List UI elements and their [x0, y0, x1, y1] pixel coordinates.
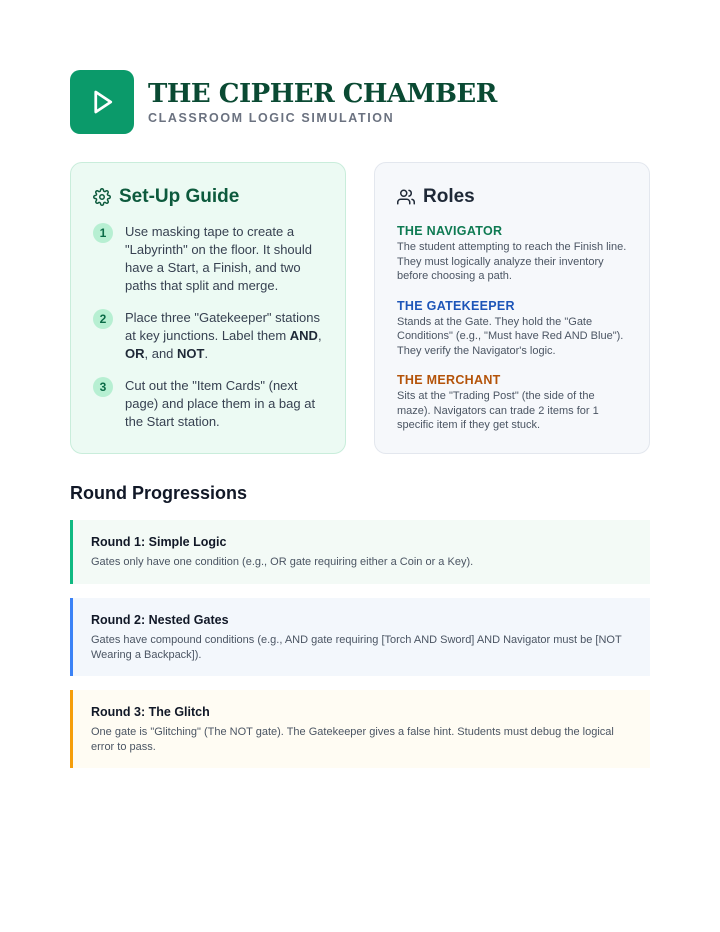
round-description: Gates have compound conditions (e.g., AND gate requiring [Torch AND Sword] AND Navigator must be [NOT Wearing a Backpack]).: [91, 634, 622, 661]
page-subtitle: CLASSROOM LOGIC SIMULATION: [148, 111, 395, 125]
play-icon: [87, 87, 117, 117]
role-description: Stands at the Gate. They hold the "Gate Conditions" (e.g., "Must have Red AND Blue"). They verify the Navigator's logic.: [397, 315, 624, 357]
step-number: 1: [93, 223, 113, 243]
step-number: 2: [93, 309, 113, 329]
roles-title: Roles: [423, 186, 475, 207]
users-icon: [397, 188, 415, 206]
role-name: THE NAVIGATOR: [397, 224, 503, 238]
role-name: THE GATEKEEPER: [397, 298, 515, 313]
setup-step: [93, 223, 323, 295]
gear-icon: [93, 188, 111, 206]
page-title: THE CIPHER CHAMBER: [148, 79, 497, 109]
setup-guide-card: [70, 162, 346, 454]
setup-step: [93, 309, 323, 363]
setup-step: [93, 377, 323, 431]
role-description: The student attempting to reach the Finish line. They must logically analyze their inventory before choosing a path.: [397, 241, 627, 282]
round-title: Round 1: Simple Logic: [91, 535, 227, 549]
round-title: Round 3: The Glitch: [91, 705, 210, 719]
round-progressions-heading: Round Progressions: [70, 483, 248, 503]
roles-card: [374, 162, 650, 454]
role-description: Sits at the "Trading Post" (the side of the maze). Navigators can trade 2 items for 1 specific item if they get stuck.: [397, 390, 599, 431]
setup-guide-title: Set-Up Guide: [119, 186, 240, 207]
round-description: Gates only have one condition (e.g., OR gate requiring either a Coin or a Key).: [91, 556, 474, 568]
role-name: THE MERCHANT: [397, 373, 501, 387]
logo: [70, 70, 134, 134]
round-card: [70, 598, 650, 676]
step-text: Use masking tape to create a "Labyrinth" on the floor. It should have a Start, a Finish, and two paths that split and merge.: [125, 224, 313, 293]
role-merchant: [397, 372, 627, 433]
page-header: [70, 70, 497, 134]
role-navigator: [397, 223, 627, 284]
step-text: Cut out the "Item Cards" (next page) and place them in a bag at the Start station.: [125, 378, 316, 429]
round-card: [70, 520, 650, 584]
round-card: [70, 690, 650, 768]
step-number: 3: [93, 377, 113, 397]
round-title: Round 2: Nested Gates: [91, 613, 229, 627]
role-gatekeeper: [397, 298, 627, 359]
round-description: One gate is "Glitching" (The NOT gate). The Gatekeeper gives a false hint. Students must debug the logical error to pass.: [91, 726, 614, 753]
step-text: Place three "Gatekeeper" stations at key junctions. Label them AND, OR, and NOT.: [125, 310, 322, 361]
